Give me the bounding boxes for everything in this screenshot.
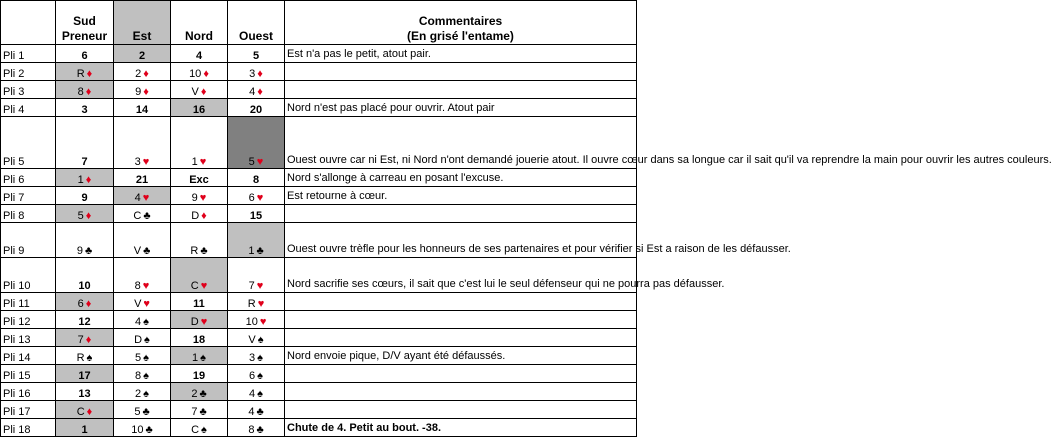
heart-icon: ♥	[257, 298, 265, 310]
card-nord	[171, 258, 228, 293]
spade-icon: ♠	[257, 388, 263, 400]
card-sud	[56, 365, 114, 383]
trick-row	[1, 63, 637, 81]
card-value: 10	[78, 280, 91, 292]
club-icon: ♣	[84, 245, 93, 257]
card-nord	[171, 419, 228, 437]
card-est	[114, 383, 171, 401]
card-value: V	[248, 334, 256, 346]
pli-label: Pli 3	[1, 81, 56, 99]
card-sud	[56, 169, 114, 187]
heart-icon: ♥	[200, 316, 208, 328]
heart-icon: ♥	[199, 192, 207, 204]
card-value: 1	[192, 352, 199, 364]
diamond-icon: ♦	[86, 68, 93, 80]
card-nord	[171, 187, 228, 205]
card-value: 13	[78, 388, 91, 400]
card-est	[114, 365, 171, 383]
card-nord	[171, 223, 228, 258]
comment-cell: Ouest ouvre trèfle pour les honneurs de ses partenaires et pour vérifier si Est a raison de les défausser.	[285, 223, 637, 258]
card-value: 15	[249, 210, 263, 222]
comment-cell: Nord envoie pique, D/V ayant été défaussés.	[285, 347, 637, 365]
comment-cell	[285, 293, 637, 311]
card-value: 8	[135, 370, 142, 382]
pli-label: Pli 17	[1, 401, 56, 419]
card-sud	[56, 187, 114, 205]
card-est	[114, 169, 171, 187]
card-value: 3	[81, 104, 88, 116]
card-value: 2	[135, 68, 142, 80]
card-value: 5	[134, 406, 141, 418]
card-value: 2	[138, 50, 146, 62]
card-value: 10	[245, 316, 258, 328]
card-value: 6	[248, 192, 255, 204]
pli-label: Pli 15	[1, 365, 56, 383]
card-nord	[171, 169, 228, 187]
card-value: 7	[191, 406, 198, 418]
spade-icon: ♠	[143, 352, 149, 364]
pli-label: Pli 13	[1, 329, 56, 347]
club-icon: ♣	[142, 406, 150, 418]
card-ouest	[228, 81, 285, 99]
card-sud	[56, 329, 114, 347]
card-sud	[56, 117, 114, 169]
card-value: D	[190, 316, 199, 328]
card-sud	[56, 63, 114, 81]
pli-label: Pli 16	[1, 383, 56, 401]
card-ouest	[228, 293, 285, 311]
card-est	[114, 258, 171, 293]
card-value: 10	[131, 424, 144, 436]
card-value: 9	[191, 192, 198, 204]
card-value: 7	[81, 156, 88, 168]
card-value: 4	[249, 388, 256, 400]
card-value: 6	[81, 50, 88, 62]
card-value: 5	[77, 210, 84, 222]
trick-row	[1, 117, 637, 169]
card-value: 4	[135, 316, 142, 328]
card-value: R	[76, 352, 85, 364]
card-est	[114, 401, 171, 419]
heart-icon: ♥	[142, 156, 150, 168]
diamond-icon: ♦	[200, 86, 207, 98]
card-est	[114, 205, 171, 223]
spade-icon: ♠	[257, 352, 263, 364]
club-icon: ♣	[256, 424, 264, 436]
card-est	[114, 99, 171, 117]
card-sud	[56, 383, 114, 401]
header-est: Est	[114, 1, 171, 45]
card-ouest	[228, 187, 285, 205]
card-value: 8	[77, 86, 84, 98]
card-value: 1	[248, 245, 255, 257]
header-sud: Sud Preneur	[56, 1, 114, 45]
card-value: 2	[191, 388, 198, 400]
trick-row	[1, 169, 637, 187]
card-sud	[56, 223, 114, 258]
card-value: 3	[249, 68, 256, 80]
spade-icon: ♠	[143, 370, 149, 382]
card-value: 4	[248, 406, 255, 418]
card-value: C	[133, 210, 142, 222]
comment-cell	[285, 311, 637, 329]
pli-label: Pli 6	[1, 169, 56, 187]
club-icon: ♣	[200, 245, 208, 257]
card-nord	[171, 383, 228, 401]
card-nord	[171, 329, 228, 347]
card-value: D	[191, 210, 200, 222]
comment-cell	[285, 63, 637, 81]
trick-row	[1, 365, 637, 383]
trick-row	[1, 419, 637, 437]
card-value: 3	[249, 352, 256, 364]
spade-icon: ♠	[143, 316, 149, 328]
pli-label: Pli 5	[1, 117, 56, 169]
card-est	[114, 63, 171, 81]
card-sud	[56, 45, 114, 63]
trick-row	[1, 187, 637, 205]
card-value: 2	[135, 388, 142, 400]
card-est	[114, 347, 171, 365]
heart-icon: ♥	[256, 192, 264, 204]
card-est	[114, 293, 171, 311]
heart-icon: ♥	[142, 280, 150, 292]
diamond-icon: ♦	[257, 86, 263, 98]
spade-icon: ♠	[200, 352, 206, 364]
pli-label: Pli 11	[1, 293, 56, 311]
trick-row	[1, 99, 637, 117]
card-ouest	[228, 329, 285, 347]
card-nord	[171, 117, 228, 169]
card-value: 18	[192, 334, 206, 346]
comment-cell: Est retourne à cœur.	[285, 187, 637, 205]
diamond-icon: ♦	[201, 210, 207, 222]
card-value: 3	[134, 156, 141, 168]
card-sud	[56, 293, 114, 311]
heart-icon: ♥	[143, 298, 150, 310]
trick-row	[1, 223, 637, 258]
diamond-icon: ♦	[143, 68, 149, 80]
comment-cell	[285, 401, 637, 419]
card-value: 8	[134, 280, 141, 292]
card-value: R	[190, 245, 199, 257]
card-value: 17	[78, 370, 91, 382]
card-value: 5	[252, 50, 260, 62]
comment-cell	[285, 383, 637, 401]
club-icon: ♣	[199, 388, 207, 400]
heart-icon: ♥	[259, 316, 267, 328]
card-est	[114, 45, 171, 63]
pli-label: Pli 7	[1, 187, 56, 205]
pli-label: Pli 1	[1, 45, 56, 63]
card-value: 9	[76, 245, 83, 257]
spade-icon: ♠	[143, 388, 149, 400]
card-value: 20	[249, 104, 263, 116]
heart-icon: ♥	[256, 156, 264, 168]
card-nord	[171, 63, 228, 81]
card-est	[114, 311, 171, 329]
card-nord	[171, 365, 228, 383]
card-value: 6	[77, 298, 84, 310]
diamond-icon: ♦	[86, 406, 93, 418]
trick-row	[1, 205, 637, 223]
card-est	[114, 187, 171, 205]
card-ouest	[228, 258, 285, 293]
card-value: 9	[135, 86, 142, 98]
trick-row	[1, 383, 637, 401]
pli-label: Pli 4	[1, 99, 56, 117]
card-ouest	[228, 223, 285, 258]
pli-label: Pli 10	[1, 258, 56, 293]
comment-cell: Est n'a pas le petit, atout pair.	[285, 45, 637, 63]
card-sud	[56, 258, 114, 293]
comment-cell	[285, 81, 637, 99]
card-ouest	[228, 365, 285, 383]
card-value: 7	[77, 334, 84, 346]
pli-label: Pli 2	[1, 63, 56, 81]
card-nord	[171, 81, 228, 99]
header-ouest: Ouest	[228, 1, 285, 45]
heart-icon: ♥	[199, 156, 207, 168]
trick-row	[1, 347, 637, 365]
pli-label: Pli 8	[1, 205, 56, 223]
club-icon: ♣	[143, 210, 151, 222]
card-value: 8	[248, 424, 255, 436]
pli-label: Pli 18	[1, 419, 56, 437]
card-sud	[56, 347, 114, 365]
trick-row	[1, 401, 637, 419]
card-value: R	[247, 298, 256, 310]
spade-icon: ♠	[86, 352, 93, 364]
club-icon: ♣	[256, 245, 264, 257]
card-value: C	[190, 280, 199, 292]
comment-cell: Nord sacrifie ses cœurs, il sait que c'est lui le seul défenseur qui ne pourra pas défausser.	[285, 258, 637, 293]
header-commentaires: Commentaires (En grisé l'entame)	[285, 1, 637, 45]
card-nord	[171, 401, 228, 419]
card-ouest	[228, 99, 285, 117]
comment-cell	[285, 205, 637, 223]
card-value: 9	[81, 192, 88, 204]
card-value: 1	[77, 174, 84, 186]
club-icon: ♣	[145, 424, 153, 436]
trick-row	[1, 81, 637, 99]
diamond-icon: ♦	[85, 210, 92, 222]
header-pli	[1, 1, 56, 45]
card-est	[114, 223, 171, 258]
card-value: 4	[195, 50, 203, 62]
comment-cell: Nord s'allonge à carreau en posant l'excuse.	[285, 169, 637, 187]
card-sud	[56, 205, 114, 223]
comment-cell: Chute de 4. Petit au bout. -38.	[285, 419, 637, 437]
heart-icon: ♥	[142, 192, 150, 204]
card-est	[114, 419, 171, 437]
card-value: 12	[78, 316, 91, 328]
comment-cell: Nord n'est pas placé pour ouvrir. Atout pair	[285, 99, 637, 117]
pli-label: Pli 12	[1, 311, 56, 329]
card-value: V	[133, 245, 142, 257]
card-sud	[56, 81, 114, 99]
card-nord	[171, 311, 228, 329]
card-value: 4	[134, 192, 141, 204]
club-icon: ♣	[199, 406, 207, 418]
card-value: 14	[135, 104, 149, 116]
club-icon: ♣	[143, 245, 151, 257]
card-ouest	[228, 401, 285, 419]
diamond-icon: ♦	[85, 298, 92, 310]
pli-label: Pli 9	[1, 223, 56, 258]
trick-row	[1, 293, 637, 311]
trick-row	[1, 311, 637, 329]
card-value: 21	[135, 174, 149, 186]
pli-label: Pli 14	[1, 347, 56, 365]
card-est	[114, 329, 171, 347]
card-value: 16	[192, 104, 206, 116]
diamond-icon: ♦	[85, 174, 92, 186]
header-row	[1, 1, 637, 45]
diamond-icon: ♦	[85, 334, 92, 346]
card-est	[114, 81, 171, 99]
card-value: Exc	[189, 174, 209, 186]
trick-row	[1, 258, 637, 293]
heart-icon: ♥	[200, 280, 208, 292]
card-nord	[171, 347, 228, 365]
card-value: V	[134, 298, 142, 310]
spade-icon: ♠	[257, 370, 263, 382]
card-value: V	[191, 86, 199, 98]
card-value: 8	[252, 174, 260, 186]
card-value: 5	[135, 352, 142, 364]
spade-icon: ♠	[144, 334, 150, 346]
spade-icon: ♠	[201, 424, 207, 436]
card-value: R	[76, 68, 85, 80]
card-value: C	[76, 406, 85, 418]
diamond-icon: ♦	[85, 86, 92, 98]
header-nord: Nord	[171, 1, 228, 45]
card-nord	[171, 205, 228, 223]
card-value: 6	[249, 370, 256, 382]
card-est	[114, 117, 171, 169]
comment-cell: Ouest ouvre car ni Est, ni Nord n'ont demandé jouerie atout. Il ouvre cœur dans sa longue car il sait qu'il va reprendre la main pour ouvrir les autres couleurs.	[285, 117, 637, 169]
card-value: 7	[248, 280, 255, 292]
card-value: D	[134, 334, 143, 346]
card-value: 4	[249, 86, 256, 98]
card-nord	[171, 99, 228, 117]
card-ouest	[228, 63, 285, 81]
trick-row	[1, 45, 637, 63]
trick-row	[1, 329, 637, 347]
card-value: 19	[192, 370, 206, 382]
card-sud	[56, 311, 114, 329]
diamond-icon: ♦	[203, 68, 209, 80]
comment-cell	[285, 329, 637, 347]
card-value: 11	[193, 298, 205, 310]
card-ouest	[228, 117, 285, 169]
comment-cell	[285, 365, 637, 383]
card-value: C	[191, 424, 200, 436]
heart-icon: ♥	[256, 280, 264, 292]
card-ouest	[228, 383, 285, 401]
card-value: 1	[81, 424, 88, 436]
card-ouest	[228, 347, 285, 365]
card-sud	[56, 401, 114, 419]
card-ouest	[228, 169, 285, 187]
card-nord	[171, 45, 228, 63]
diamond-icon: ♦	[143, 86, 149, 98]
diamond-icon: ♦	[257, 68, 263, 80]
card-value: 10	[189, 68, 202, 80]
spade-icon: ♠	[257, 334, 264, 346]
card-ouest	[228, 45, 285, 63]
card-ouest	[228, 311, 285, 329]
card-sud	[56, 99, 114, 117]
card-ouest	[228, 419, 285, 437]
card-value: 5	[248, 156, 255, 168]
card-sud	[56, 419, 114, 437]
card-nord	[171, 293, 228, 311]
card-ouest	[228, 205, 285, 223]
card-value: 1	[191, 156, 198, 168]
club-icon: ♣	[256, 406, 264, 418]
